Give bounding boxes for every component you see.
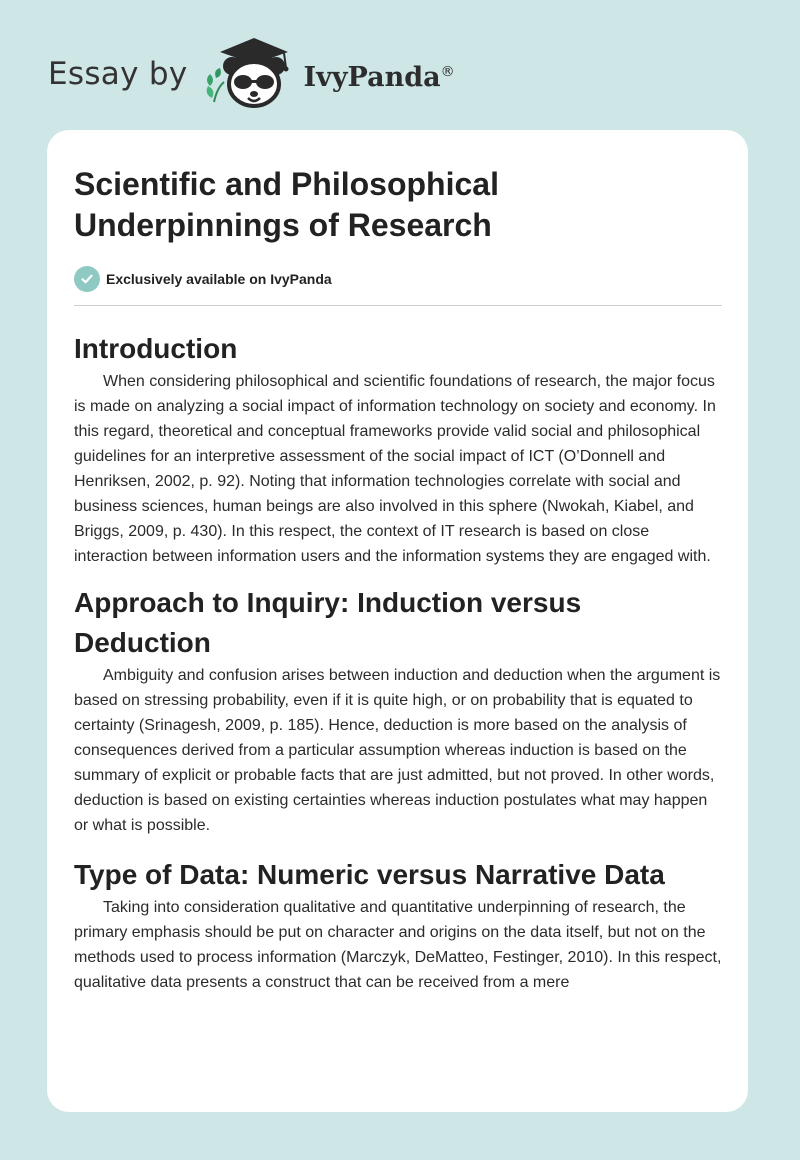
essay-by-label: Essay by [48, 56, 188, 92]
panda-graduate-logo-icon[interactable] [202, 36, 298, 112]
title-divider [74, 305, 722, 306]
exclusive-badge-label: Exclusively available on IvyPanda [106, 271, 332, 287]
site-header [48, 36, 455, 112]
section-heading-approach: Approach to Inquiry: Induction versus Deduction [74, 587, 582, 658]
checkmark-circle-icon [74, 266, 100, 292]
section-paragraph-approach: Ambiguity and confusion arises between induction and deduction when the argument is based on stressing probability, even if it is quite high, or on probability that is equated to certainty (Srinagesh, 2009, p. 185). Hence, deduction is more based on the analysis of consequences derived from a particular assumption whereas induction is based on the summary of explicit or probable facts that are just admitted, but not proved. In other words, deduction is based on existing certainties whereas induction postulates what may happen or what is possible. [74, 667, 721, 834]
section-heading-type-of-data: Type of Data: Numeric versus Narrative Data [74, 859, 665, 890]
exclusive-badge [74, 266, 722, 292]
essay-title: Scientific and Philosophical Underpinnings of Research [74, 166, 499, 243]
section-heading-introduction: Introduction [74, 333, 238, 364]
essay-card [47, 130, 748, 1112]
section-paragraph-introduction: When considering philosophical and scientific foundations of research, the major focus is made on analyzing a social impact of information technology on society and economy. In this regard, theoretical and conceptual frameworks provide valid social and philosophical guidelines for an interpretive assessment of the social impact of ICT (O’Donnell and Henriksen, 2002, p. 92). Noting that information technologies correlate with social and business sciences, human beings are also involved in this sphere (Nwokah, Kiabel, and Briggs, 2009, p. 430). In this respect, the context of IT research is based on close interaction between information users and the information systems they are engaged with. [74, 373, 716, 565]
brand-name[interactable]: IvyPanda® [303, 61, 455, 93]
section-paragraph-type-of-data: Taking into consideration qualitative and quantitative underpinning of research, the primary emphasis should be put on character and origins on the data itself, but not on the methods used to process information (Marczyk, DeMatteo, Festinger, 2010). In this respect, qualitative data presents a construct that can be received from a mere [74, 899, 722, 991]
registered-mark: ® [440, 63, 455, 80]
